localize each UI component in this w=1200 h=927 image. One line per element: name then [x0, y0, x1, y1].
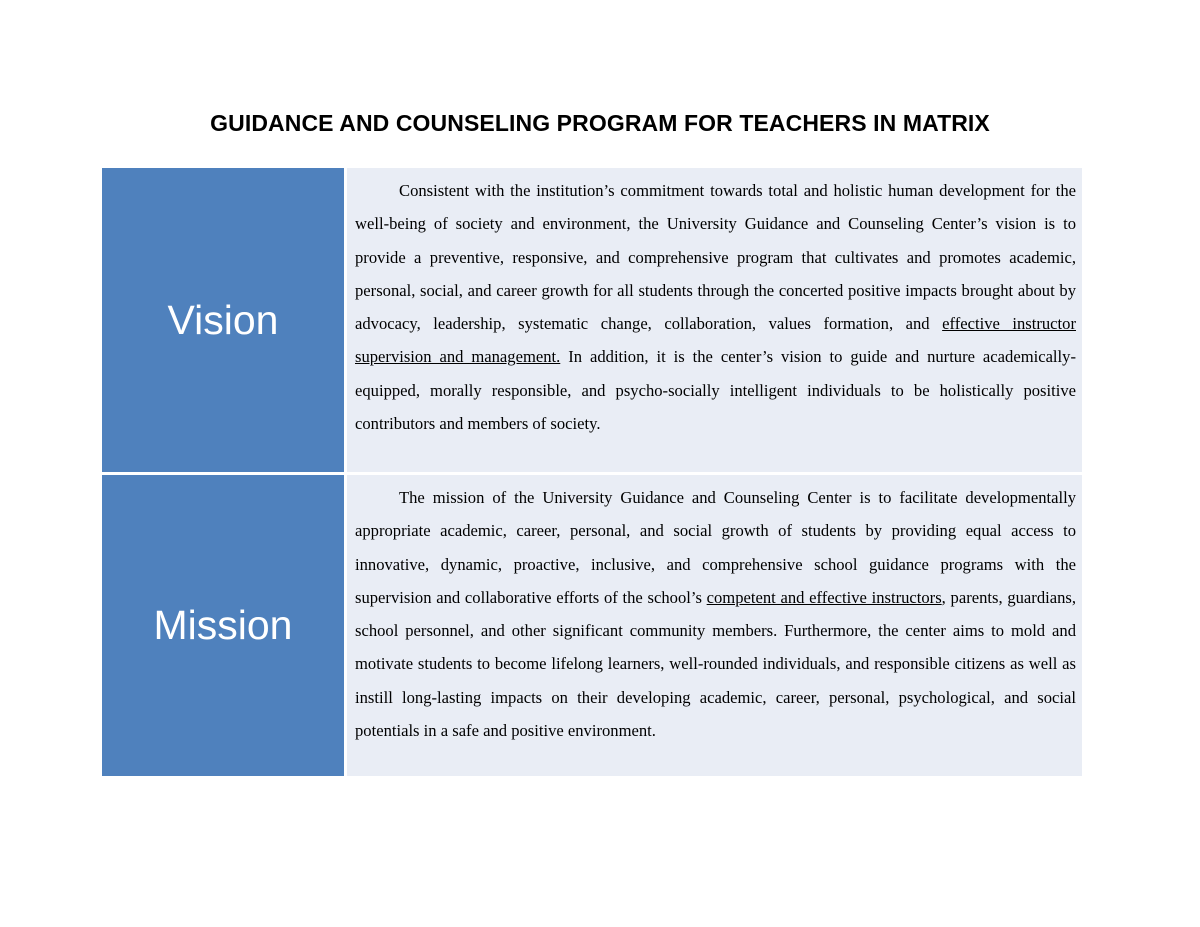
vision-mission-matrix — [102, 168, 1082, 776]
mission-text-part-1: The mission of the University Guidance and Counseling Center is to facilitate developmentally appropriate academic, career, personal, and social growth of students by providing equal access to innovative, dynamic, proactive, inclusive, and comprehensive school guidance programs with the supervision and collaborative efforts of the school’s — [355, 488, 1076, 607]
vision-text-underlined: effective instructor supervision and management. — [355, 314, 1076, 367]
mission-row — [102, 475, 1082, 776]
mission-text-part-2: , parents, guardians, school personnel, and other significant community members. Furthermore, the center aims to mold and motivate students to become lifelong learners, well-rounded individuals, and responsible citizens as well as instill long-lasting impacts on their developing academic, career, personal, psychological, and social potentials in a safe and positive environment. — [355, 587, 1076, 741]
mission-text-underlined: competent and effective instructors — [706, 587, 942, 607]
vision-label: Vision — [102, 168, 344, 472]
vision-text-part-2: In addition, it is the center’s vision to guide and nurture academically-equipped, morally responsible, and psycho-socially intelligent individuals to be holistically positive contributors and members of society. — [355, 347, 1076, 434]
page-title: GUIDANCE AND COUNSELING PROGRAM FOR TEACHERS IN MATRIX — [210, 110, 990, 136]
vision-text-part-1: Consistent with the institution’s commitment towards total and holistic human development for the well-being of society and environment, the University Guidance and Counseling Center’s vision is to provide a preventive, responsive, and comprehensive program that cultivates and promotes academic, personal, social, and career growth for all students through the concerted positive impacts brought about by advocacy, leadership, systematic change, collaboration, values formation, and — [355, 181, 1076, 334]
mission-label: Mission — [102, 475, 344, 776]
vision-content-cell — [347, 168, 1082, 472]
vision-text — [355, 174, 1076, 440]
vision-row — [102, 168, 1082, 472]
mission-text — [355, 481, 1076, 747]
mission-content-cell — [347, 475, 1082, 776]
